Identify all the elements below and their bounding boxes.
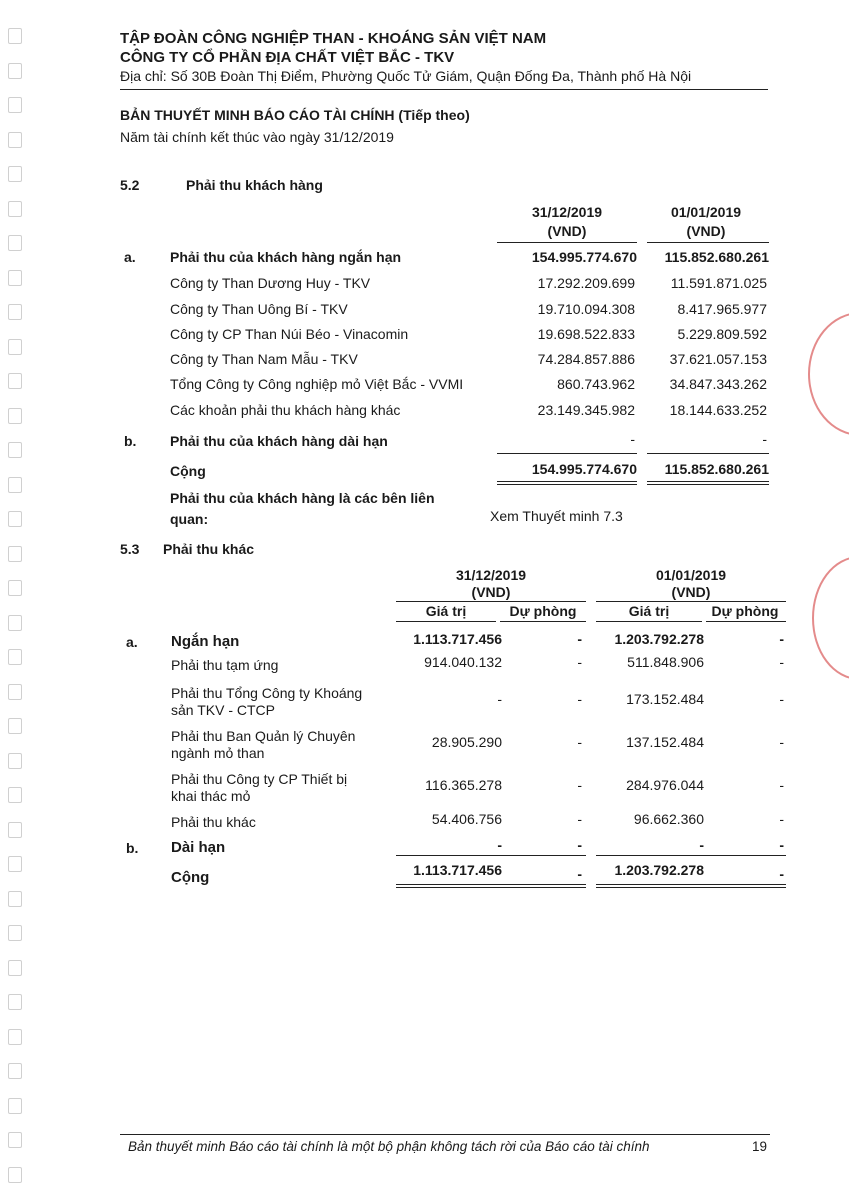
subheader-provision: Dự phòng bbox=[509, 603, 577, 619]
amount: 37.621.057.153 bbox=[669, 351, 767, 367]
total-double-rule bbox=[497, 481, 637, 485]
amount: - bbox=[779, 837, 784, 853]
binder-hole bbox=[8, 1098, 22, 1114]
binder-hole bbox=[8, 753, 22, 769]
binder-hole bbox=[8, 684, 22, 700]
binder-hole bbox=[8, 477, 22, 493]
binder-hole bbox=[8, 339, 22, 355]
total-double-rule bbox=[396, 884, 586, 888]
amount: - bbox=[779, 631, 784, 647]
amount: 11.591.871.025 bbox=[670, 275, 767, 291]
customer-name: Các khoản phải thu khách hàng khác bbox=[170, 402, 401, 418]
item-label: a. bbox=[126, 634, 138, 650]
receivable-name: Phải thu tạm ứng bbox=[171, 657, 279, 673]
binder-hole bbox=[8, 28, 22, 44]
total-amount: - bbox=[779, 866, 784, 882]
binder-hole bbox=[8, 856, 22, 872]
section-title: Phải thu khách hàng bbox=[186, 177, 323, 193]
binder-hole bbox=[8, 373, 22, 389]
amount: - bbox=[577, 837, 582, 853]
receivable-name: ngành mỏ than bbox=[171, 745, 265, 761]
binder-hole bbox=[8, 270, 22, 286]
amount: 17.292.209.699 bbox=[537, 275, 635, 291]
subheader-provision: Dự phòng bbox=[711, 603, 779, 619]
amount: 19.698.522.833 bbox=[537, 326, 635, 342]
customer-name: Công ty Than Dương Huy - TKV bbox=[170, 275, 371, 291]
amount: - bbox=[762, 431, 767, 447]
amount: 8.417.965.977 bbox=[677, 301, 767, 317]
binder-hole bbox=[8, 787, 22, 803]
amount: 511.848.906 bbox=[627, 654, 704, 670]
company-seal-lower bbox=[812, 556, 849, 680]
item-label: b. bbox=[124, 433, 137, 449]
customer-name: Công ty CP Than Núi Béo - Vinacomin bbox=[170, 326, 409, 342]
column-header-unit: (VND) bbox=[471, 584, 511, 600]
subheader-rule bbox=[596, 621, 702, 622]
amount: 914.040.132 bbox=[424, 654, 502, 670]
column-header-unit: (VND) bbox=[686, 223, 726, 239]
total-label: Cộng bbox=[170, 463, 206, 479]
column-header-unit: (VND) bbox=[671, 584, 711, 600]
related-parties-reference: Xem Thuyết minh 7.3 bbox=[490, 508, 623, 524]
binder-hole bbox=[8, 994, 22, 1010]
amount: - bbox=[577, 631, 582, 647]
provision: - bbox=[577, 654, 582, 670]
column-header-date: 31/12/2019 bbox=[531, 204, 603, 220]
company-seal-upper bbox=[808, 312, 849, 436]
customer-name: Tổng Công ty Công nghiệp mỏ Việt Bắc - VVMI bbox=[170, 376, 464, 392]
binder-hole bbox=[8, 615, 22, 631]
column-header-rule bbox=[647, 242, 769, 243]
amount: 173.152.484 bbox=[626, 691, 704, 707]
subtotal-rule bbox=[647, 453, 769, 454]
binder-hole bbox=[8, 166, 22, 182]
binder-hole bbox=[8, 442, 22, 458]
provision: - bbox=[577, 691, 582, 707]
amount: 115.852.680.261 bbox=[664, 249, 769, 265]
amount: 19.710.094.308 bbox=[537, 301, 635, 317]
section-title: Phải thu khác bbox=[163, 541, 255, 557]
total-amount: 154.995.774.670 bbox=[531, 461, 637, 477]
amount: 860.743.962 bbox=[557, 376, 635, 392]
amount: - bbox=[699, 837, 704, 853]
column-header-rule bbox=[396, 601, 586, 602]
amount: 23.149.345.982 bbox=[537, 402, 635, 418]
binder-hole bbox=[8, 304, 22, 320]
amount: 54.406.756 bbox=[431, 811, 502, 827]
item-label: a. bbox=[124, 249, 136, 265]
column-header-date: 01/01/2019 bbox=[670, 204, 742, 220]
customer-name: Công ty Than Uông Bí - TKV bbox=[170, 301, 348, 317]
provision: - bbox=[779, 654, 784, 670]
subheader-value: Giá trị bbox=[425, 603, 467, 619]
amount: - bbox=[630, 431, 635, 447]
related-parties-label: Phải thu của khách hàng là các bên liên bbox=[170, 490, 435, 506]
binder-hole bbox=[8, 891, 22, 907]
subtotal-rule bbox=[596, 855, 786, 856]
binder-hole bbox=[8, 201, 22, 217]
company-address: Địa chỉ: Số 30B Đoàn Thị Điểm, Phường Quốc Tử Giám, Quận Đống Đa, Thành phố Hà Nội bbox=[120, 68, 692, 84]
total-amount: 115.852.680.261 bbox=[664, 461, 769, 477]
provision: - bbox=[577, 811, 582, 827]
binder-hole bbox=[8, 1167, 22, 1183]
binder-hole bbox=[8, 1132, 22, 1148]
footer-note: Bản thuyết minh Báo cáo tài chính là một bộ phận không tách rời của Báo cáo tài chính bbox=[128, 1139, 650, 1154]
provision: - bbox=[779, 691, 784, 707]
amount: 1.203.792.278 bbox=[614, 631, 704, 647]
doc-title: BẢN THUYẾT MINH BÁO CÁO TÀI CHÍNH (Tiếp theo) bbox=[120, 107, 470, 123]
column-header-date: 01/01/2019 bbox=[655, 567, 727, 583]
binder-hole bbox=[8, 925, 22, 941]
group-name: TẬP ĐOÀN CÔNG NGHIỆP THAN - KHOÁNG SẢN VIỆT NAM bbox=[120, 30, 547, 47]
amount: 28.905.290 bbox=[431, 734, 502, 750]
footer-rule bbox=[120, 1134, 770, 1135]
total-double-rule bbox=[596, 884, 786, 888]
column-header-date: 31/12/2019 bbox=[455, 567, 527, 583]
amount: 154.995.774.670 bbox=[531, 249, 637, 265]
binder-hole bbox=[8, 408, 22, 424]
amount: 34.847.343.262 bbox=[669, 376, 767, 392]
binder-hole bbox=[8, 511, 22, 527]
binder-hole bbox=[8, 580, 22, 596]
binder-hole bbox=[8, 97, 22, 113]
amount: 18.144.633.252 bbox=[669, 402, 767, 418]
provision: - bbox=[779, 777, 784, 793]
amount: 284.976.044 bbox=[626, 777, 704, 793]
binder-hole bbox=[8, 63, 22, 79]
item-title: Phải thu của khách hàng ngắn hạn bbox=[170, 249, 402, 265]
column-header-unit: (VND) bbox=[547, 223, 587, 239]
amount: 96.662.360 bbox=[633, 811, 704, 827]
receivable-name: Phải thu Công ty CP Thiết bị bbox=[171, 771, 348, 787]
amount: 5.229.809.592 bbox=[677, 326, 767, 342]
total-label: Cộng bbox=[171, 869, 210, 886]
binder-hole bbox=[8, 960, 22, 976]
page-number: 19 bbox=[752, 1139, 768, 1154]
binder-hole bbox=[8, 235, 22, 251]
amount: - bbox=[497, 691, 502, 707]
doc-subtitle: Năm tài chính kết thúc vào ngày 31/12/2019 bbox=[120, 129, 394, 145]
company-name: CÔNG TY CỔ PHẦN ĐỊA CHẤT VIỆT BẮC - TKV bbox=[120, 49, 455, 66]
amount: 137.152.484 bbox=[626, 734, 704, 750]
receivable-name: sản TKV - CTCP bbox=[171, 702, 275, 718]
subheader-rule bbox=[396, 621, 496, 622]
section-number: 5.3 bbox=[120, 541, 140, 557]
receivable-name: Phải thu khác bbox=[171, 814, 256, 830]
amount: 1.113.717.456 bbox=[413, 631, 502, 647]
total-amount: - bbox=[577, 866, 582, 882]
subheader-value: Giá trị bbox=[628, 603, 670, 619]
amount: 116.365.278 bbox=[425, 777, 502, 793]
subtotal-rule bbox=[396, 855, 586, 856]
provision: - bbox=[779, 734, 784, 750]
column-header-rule bbox=[497, 242, 637, 243]
subtotal-rule bbox=[497, 453, 637, 454]
subheader-rule bbox=[500, 621, 586, 622]
item-title: Phải thu của khách hàng dài hạn bbox=[170, 433, 388, 449]
item-title: Ngắn hạn bbox=[171, 633, 240, 650]
receivable-name: khai thác mỏ bbox=[171, 788, 251, 804]
binder-hole bbox=[8, 132, 22, 148]
binder-hole bbox=[8, 718, 22, 734]
total-amount: 1.203.792.278 bbox=[614, 862, 704, 878]
item-label: b. bbox=[126, 840, 139, 856]
receivable-name: Phải thu Ban Quản lý Chuyên bbox=[171, 728, 356, 744]
total-double-rule bbox=[647, 481, 769, 485]
column-header-rule bbox=[596, 601, 786, 602]
provision: - bbox=[577, 734, 582, 750]
binder-hole bbox=[8, 822, 22, 838]
amount: 74.284.857.886 bbox=[537, 351, 635, 367]
item-title: Dài hạn bbox=[171, 839, 226, 856]
provision: - bbox=[577, 777, 582, 793]
subheader-rule bbox=[706, 621, 786, 622]
binder-hole bbox=[8, 649, 22, 665]
binder-hole bbox=[8, 546, 22, 562]
customer-name: Công ty Than Nam Mẫu - TKV bbox=[170, 351, 358, 367]
binder-hole bbox=[8, 1063, 22, 1079]
provision: - bbox=[779, 811, 784, 827]
header-rule bbox=[120, 89, 768, 90]
related-parties-label: quan: bbox=[170, 511, 209, 527]
total-amount: 1.113.717.456 bbox=[413, 862, 502, 878]
binder-hole bbox=[8, 1029, 22, 1045]
receivable-name: Phải thu Tổng Công ty Khoáng bbox=[171, 685, 363, 701]
section-number: 5.2 bbox=[120, 177, 140, 193]
amount: - bbox=[497, 837, 502, 853]
